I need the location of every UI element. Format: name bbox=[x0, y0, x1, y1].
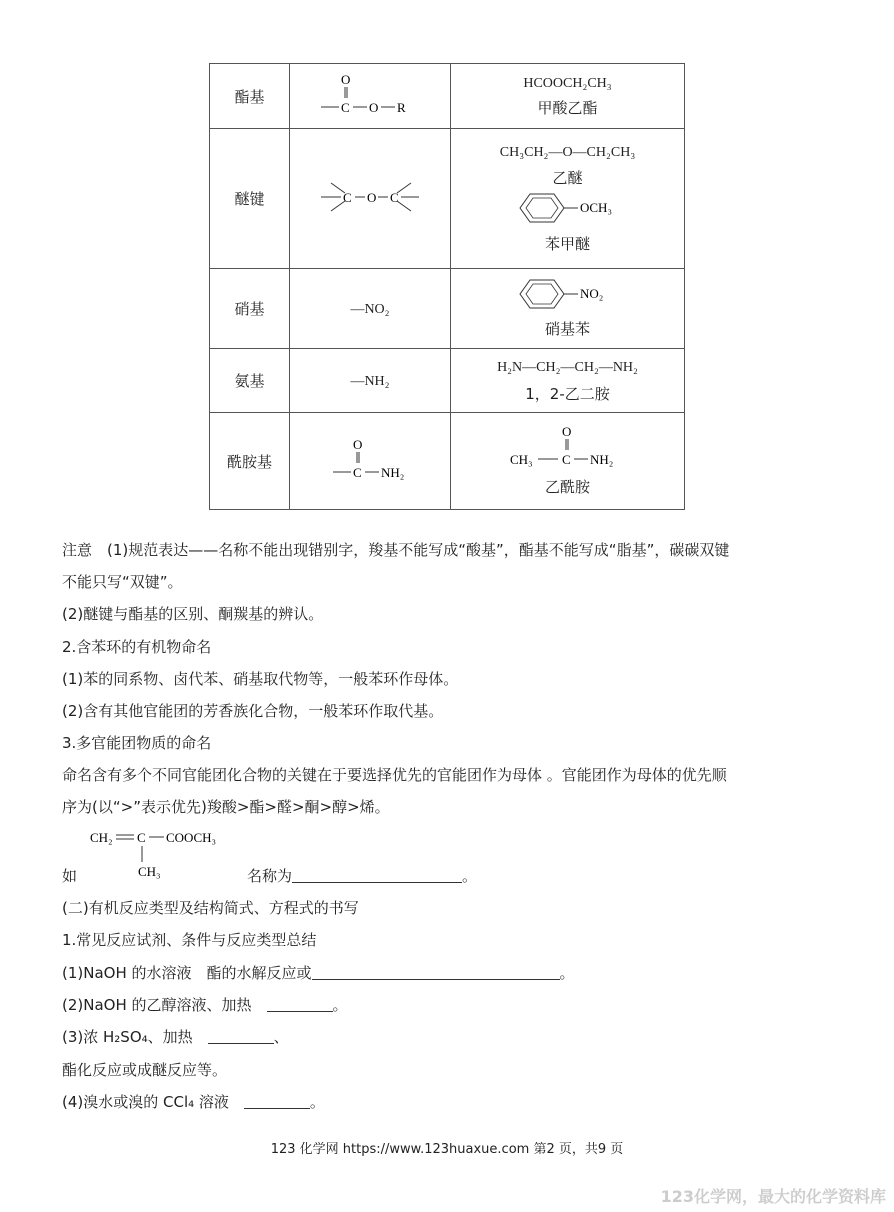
example-name: 硝基苯 bbox=[544, 319, 590, 338]
acetamide-structure bbox=[498, 422, 638, 470]
structure-label: NH₂ bbox=[589, 452, 613, 467]
reaction-end: 。 bbox=[332, 996, 348, 1014]
nitrobenzene-structure bbox=[508, 276, 628, 312]
structure-label: C bbox=[341, 100, 350, 115]
example-line bbox=[62, 866, 477, 886]
answer-blank[interactable] bbox=[292, 866, 462, 883]
reaction-line: 酯化反应或成醚反应等。 bbox=[62, 1061, 228, 1079]
functional-group-table bbox=[209, 63, 685, 510]
amide-structure bbox=[315, 435, 425, 483]
group-example bbox=[451, 64, 685, 129]
group-name: 酯基 bbox=[210, 64, 290, 129]
reaction-end: 。 bbox=[309, 1093, 325, 1111]
example-prefix: 如 bbox=[62, 867, 78, 885]
anisole-structure bbox=[508, 190, 628, 226]
structure-label: O bbox=[561, 424, 571, 439]
example-name: 乙酰胺 bbox=[544, 478, 590, 496]
table-row bbox=[210, 64, 685, 129]
structure-label: R bbox=[397, 100, 406, 115]
example-formula: CH₃CH₂—O—CH₂CH₃ bbox=[499, 144, 636, 160]
example-formula: HCOOCH₂CH₃ bbox=[523, 76, 612, 91]
structure-label: NO₂ bbox=[579, 285, 603, 301]
note-line: 注意 (1)规范表达——名称不能出现错别字，羧基不能写成“酸基”，酯基不能写成“脂基”，碳碳双键 bbox=[62, 541, 730, 559]
part-heading: (二)有机反应类型及结构简式、方程式的书写 bbox=[62, 899, 359, 917]
group-example bbox=[451, 269, 685, 349]
section-item: (1)苯的同系物、卤代苯、硝基取代物等，一般苯环作母体。 bbox=[62, 670, 459, 688]
structure-label: NH₂ bbox=[381, 465, 405, 480]
structure-label: C bbox=[561, 452, 571, 467]
table-row bbox=[210, 269, 685, 349]
ester-structure bbox=[315, 70, 425, 118]
group-example bbox=[451, 413, 685, 510]
group-structure bbox=[290, 129, 451, 269]
group-name: 醚键 bbox=[210, 129, 290, 269]
reaction-text: (3)浓 H₂SO₄、加热 bbox=[62, 1028, 208, 1046]
example-formula: H₂N—CH₂—CH₂—NH₂ bbox=[497, 359, 638, 375]
section-item: (2)含有其他官能团的芳香族化合物，一般苯环作取代基。 bbox=[62, 702, 444, 720]
section-text: 命名含有多个不同官能团化合物的关键在于要选择优先的官能团作为母体 。官能团作为母体的优先顺 bbox=[62, 766, 727, 784]
structure-label: CH₂ bbox=[90, 830, 113, 845]
answer-blank[interactable] bbox=[267, 995, 333, 1012]
structure-label: CH₃ bbox=[138, 864, 161, 879]
example-name: 苯甲醚 bbox=[544, 234, 590, 253]
reaction-text: (4)溴水或溴的 CCl₄ 溶液 bbox=[62, 1093, 244, 1111]
section-heading: 3.多官能团物质的命名 bbox=[62, 734, 212, 752]
reaction-text: (2)NaOH 的乙醇溶液、加热 bbox=[62, 996, 267, 1014]
group-name: 酰胺基 bbox=[210, 413, 290, 510]
group-example bbox=[451, 129, 685, 269]
section-text: 序为(以“>”表示优先)羧酸>酯>醛>酮>醇>烯。 bbox=[62, 798, 390, 816]
structure-label: O bbox=[369, 100, 379, 115]
group-structure: —NO₂ bbox=[290, 269, 451, 349]
group-name: 硝基 bbox=[210, 269, 290, 349]
structure-label: C bbox=[343, 189, 352, 205]
table-row bbox=[210, 349, 685, 413]
answer-blank[interactable] bbox=[312, 963, 560, 980]
ether-structure bbox=[315, 172, 425, 222]
group-example bbox=[451, 349, 685, 413]
structure-label: O bbox=[353, 437, 363, 452]
group-structure: —NH₂ bbox=[290, 349, 451, 413]
structure-label: C bbox=[390, 189, 399, 205]
reaction-text: (1)NaOH 的水溶液 酯的水解反应或 bbox=[62, 964, 312, 982]
example-end: 。 bbox=[462, 867, 478, 885]
answer-blank[interactable] bbox=[208, 1027, 274, 1044]
note-line: (2)醚键与酯基的区别、酮羰基的辨认。 bbox=[62, 605, 324, 623]
example-name: 乙醚 bbox=[552, 168, 583, 187]
section-heading: 2.含苯环的有机物命名 bbox=[62, 638, 212, 656]
group-structure bbox=[290, 413, 451, 510]
page-footer: 123 化学网 https://www.123huaxue.com 第2 页，共9 页 bbox=[270, 1142, 624, 1157]
note-line: 不能只写“双键”。 bbox=[62, 573, 183, 591]
reaction-end: 、 bbox=[273, 1028, 289, 1046]
structure-label: CH₃ bbox=[509, 452, 533, 467]
structure-label: O bbox=[341, 72, 351, 87]
group-structure bbox=[290, 64, 451, 129]
structure-label: C bbox=[353, 465, 362, 480]
structure-label: O bbox=[367, 189, 377, 205]
reaction-end: 。 bbox=[559, 964, 575, 982]
reaction-line bbox=[62, 995, 348, 1015]
example-name: 甲酸乙酯 bbox=[537, 99, 598, 117]
watermark: 123化学网，最大的化学资料库 bbox=[660, 1187, 886, 1206]
structure-label: COOCH₃ bbox=[166, 830, 217, 845]
group-name: 氨基 bbox=[210, 349, 290, 413]
table-row bbox=[210, 129, 685, 269]
reaction-line bbox=[62, 1092, 325, 1112]
structure-label: OCH₃ bbox=[579, 199, 612, 215]
reaction-line bbox=[62, 1027, 289, 1047]
table-row bbox=[210, 413, 685, 510]
sub-heading: 1.常见反应试剂、条件与反应类型总结 bbox=[62, 931, 317, 949]
example-name: 1，2-乙二胺 bbox=[525, 384, 610, 403]
example-suffix: 名称为 bbox=[247, 867, 293, 885]
answer-blank[interactable] bbox=[244, 1092, 310, 1109]
reaction-line bbox=[62, 963, 575, 983]
structure-label: C bbox=[137, 830, 146, 845]
